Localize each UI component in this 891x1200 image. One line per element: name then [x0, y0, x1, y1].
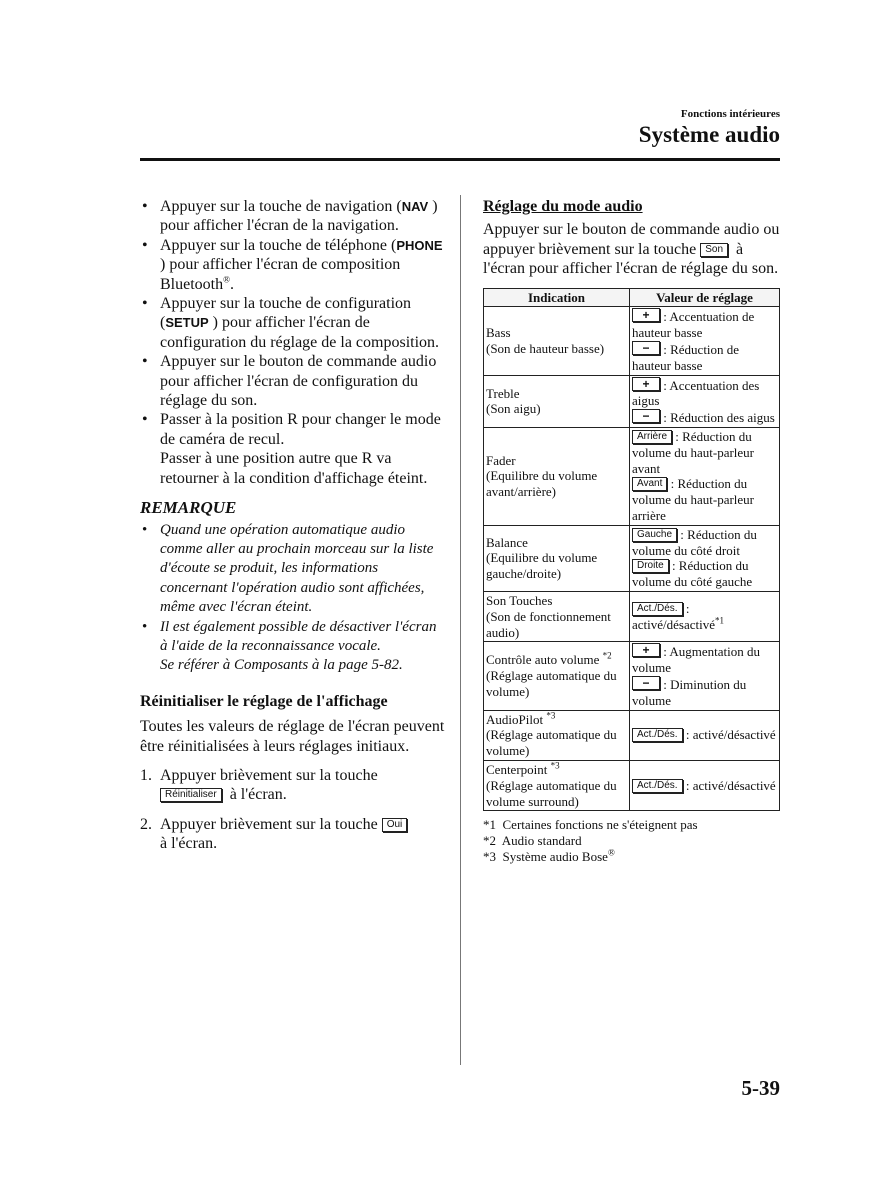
act-des-button-icon: Act./Dés. [632, 602, 683, 616]
table-row: Centerpoint $^{*3}$ (Réglage automatique du volume surround) Act./Dés. : activé/désactivé [484, 760, 780, 810]
gauche-button-icon: Gauche [632, 528, 677, 542]
table-row: Balance (Equilibre du volume gauche/droite) Gauche : Réduction du volume du côté droit Droite : Réduction du volume du côté gauche [484, 525, 780, 591]
table-row: Fader (Equilibre du volume avant/arrière) Arrière : Réduction du volume du haut-parleur avant Avant : Réduction du volume du haut-parleur arrière [484, 428, 780, 526]
reinitialiser-button-icon: Réinitialiser [160, 788, 222, 802]
minus-icon: − [632, 409, 660, 423]
remarque-item: • Il est également possible de désactiver l'écran à l'aide de la reconnaissance vocale. Se référer à Composants à la page 5-82. [140, 618, 445, 676]
table-row: Treble (Son aigu) + : Accentuation des aigus − : Réduction des aigus [484, 375, 780, 427]
bullet-reverse: • Passer à la position R pour changer le mode de caméra de recul. Passer à une position autre que R va retourner à la condition d'affichage éteint. [140, 410, 445, 488]
footnote: *3 Système audio Bose® [483, 847, 615, 864]
bullet-phone: • Appuyer sur la touche de téléphone (PHONE ) pour afficher l'écran de composition Bluetooth®. [140, 236, 445, 294]
table-row: Son Touches (Son de fonctionnement audio) Act./Dés. : activé/désactivé$^{*1}$ [484, 591, 780, 641]
table-row: Bass (Son de hauteur basse) + : Accentuation de hauteur basse − : Réduction de hauteur basse [484, 307, 780, 375]
table-row: Contrôle auto volume $^{*2}$ (Réglage automatique du volume) + : Augmentation du volume − : Diminution du volume [484, 642, 780, 710]
page-header [639, 108, 780, 148]
act-des-button-icon: Act./Dés. [632, 779, 683, 793]
plus-icon: + [632, 377, 660, 391]
right-column [483, 197, 780, 865]
page-number: 5-39 [741, 1076, 780, 1100]
plus-icon: + [632, 643, 660, 657]
steps-list [140, 766, 445, 854]
audio-mode-paragraph: Appuyer sur le bouton de commande audio ou appuyer brièvement sur la touche Son à l'écran pour afficher l'écran de réglage du son. [483, 221, 780, 278]
bullet-list [140, 197, 445, 488]
arriere-button-icon: Arrière [632, 430, 672, 444]
step-item: 2. Appuyer brièvement sur la touche Oui à l'écran. [140, 815, 445, 854]
oui-button-icon: Oui [382, 818, 408, 832]
column-divider [460, 195, 461, 1065]
droite-button-icon: Droite [632, 559, 669, 573]
footnotes [483, 817, 780, 864]
settings-table [483, 288, 780, 812]
footnote: *1 Certaines fonctions ne s'éteignent pas [483, 817, 698, 833]
minus-icon: − [632, 676, 660, 690]
setup-key-icon: SETUP [165, 315, 209, 331]
table-row: AudioPilot $^{*3}$ (Réglage automatique du volume) Act./Dés. : activé/désactivé [484, 710, 780, 760]
audio-mode-title: Réglage du mode audio [483, 198, 643, 215]
left-column [140, 197, 445, 864]
header-valeur: Valeur de réglage [630, 288, 780, 307]
remarque-item: • Quand une opération automatique audio comme aller au prochain morceau sur la liste d'écoute se produit, les informations concernant l'opération audio sont affichées, même avec l'écran éteint. [140, 521, 445, 618]
bullet-setup: • Appuyer sur la touche de configuration (SETUP ) pour afficher l'écran de configuration du réglage de la composition. [140, 294, 445, 352]
phone-key-icon: PHONE [396, 237, 443, 253]
remarque-title: REMARQUE [140, 498, 237, 518]
table-header-row [484, 288, 780, 307]
plus-icon: + [632, 308, 660, 322]
step-item: 1. Appuyer brièvement sur la touche Réinitialiser à l'écran. [140, 766, 378, 804]
bullet-audio-knob: • Appuyer sur le bouton de commande audio pour afficher l'écran de configuration du réglage du son. [140, 352, 445, 410]
son-button-icon: Son [700, 243, 728, 257]
header-rule [140, 158, 780, 161]
act-des-button-icon: Act./Dés. [632, 728, 683, 742]
minus-icon: − [632, 341, 660, 355]
footnote: *2 Audio standard [483, 833, 582, 849]
nav-key-icon: NAV [401, 199, 429, 214]
reset-paragraph: Toutes les valeurs de réglage de l'écran peuvent être réinitialisées à leurs réglages initiaux. [140, 718, 445, 755]
header-indication: Indication [484, 288, 630, 307]
section-name: Fonctions intérieures [680, 108, 780, 120]
avant-button-icon: Avant [632, 477, 667, 491]
bullet-nav: • Appuyer sur la touche de navigation (NAV ) pour afficher l'écran de la navigation. [140, 197, 445, 236]
page-title: Système audio [638, 122, 780, 147]
reset-title: Réinitialiser le réglage de l'affichage [140, 692, 388, 710]
remarque-list [140, 521, 445, 676]
